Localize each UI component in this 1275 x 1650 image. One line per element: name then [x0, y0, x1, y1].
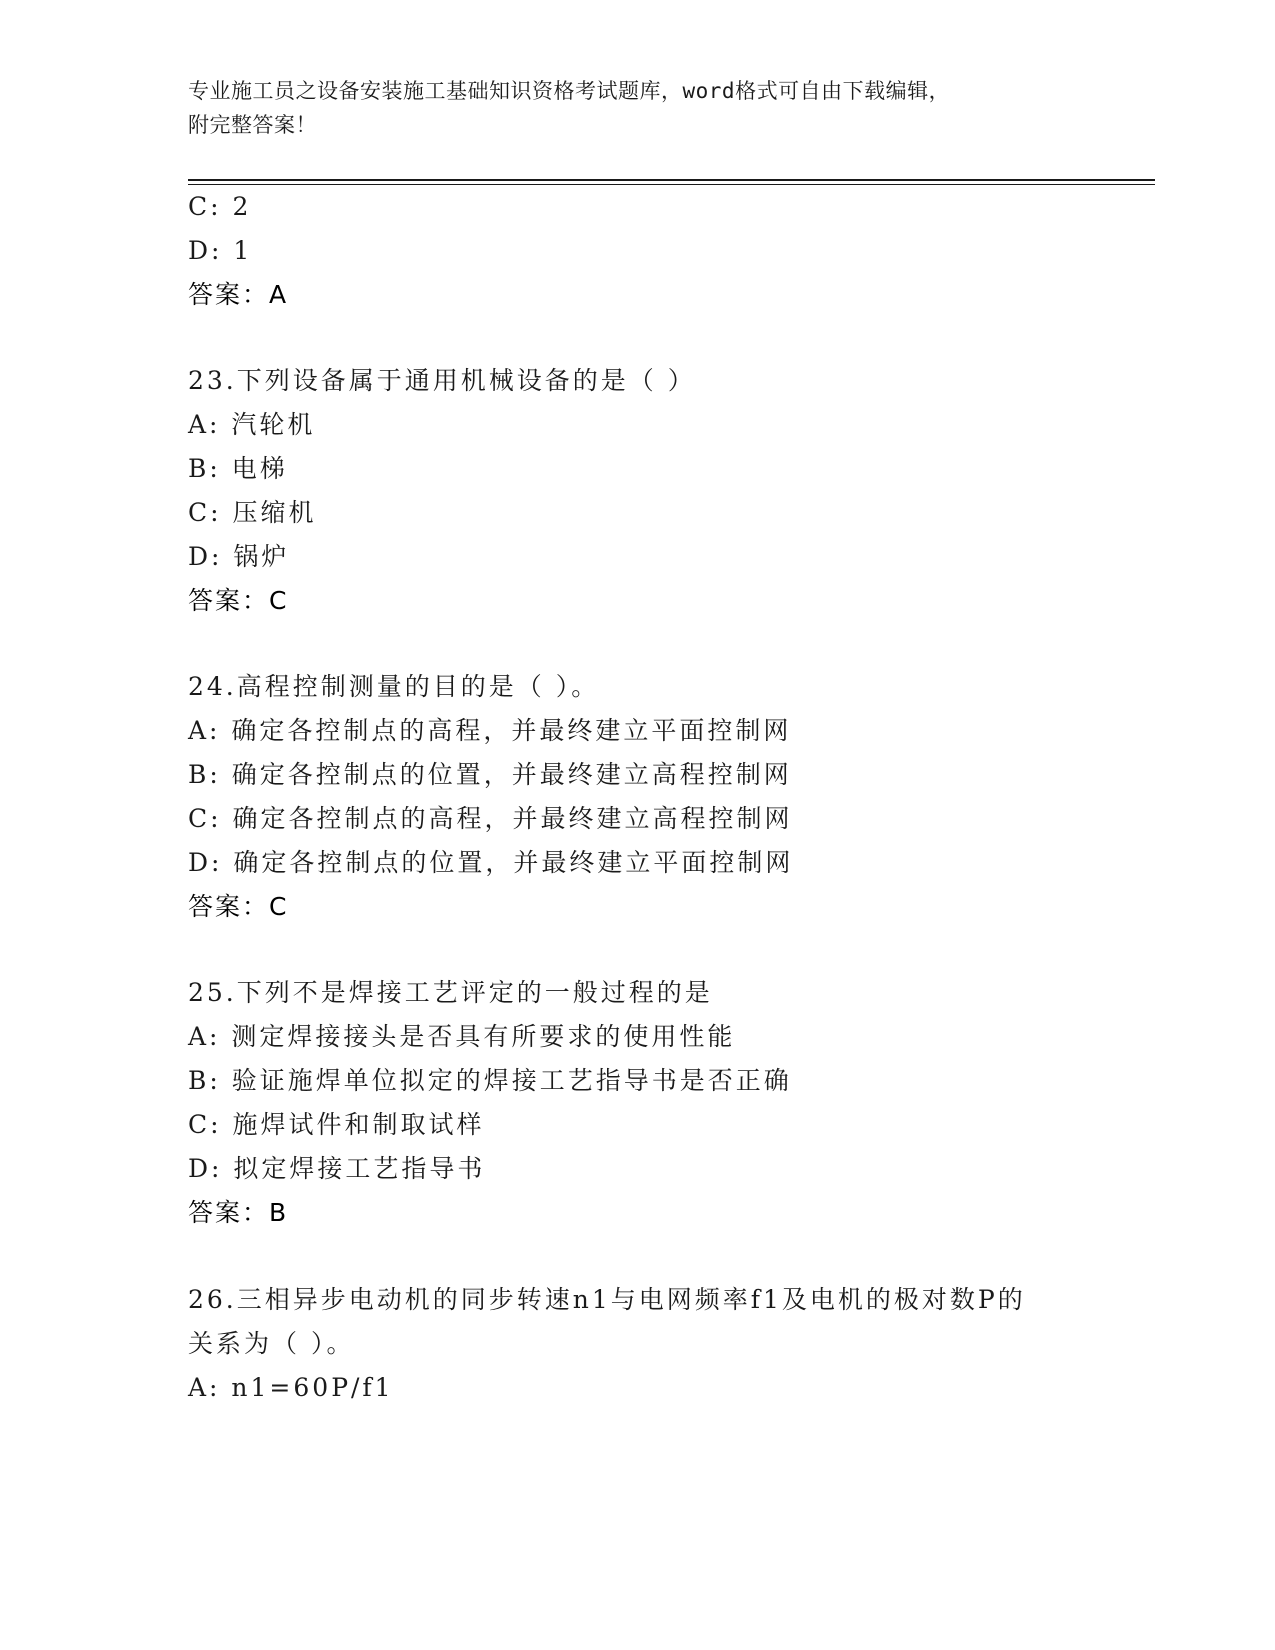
header-line-1: 专业施工员之设备安装施工基础知识资格考试题库，word格式可自由下载编辑，	[188, 79, 951, 103]
header-line-2: 附完整答案！	[188, 113, 317, 137]
q26-option-a: A: n1=60P/f1	[188, 1373, 394, 1402]
q25-option-d: D: 拟定焊接工艺指导书	[188, 1154, 486, 1183]
q24-answer: 答案：C	[188, 892, 289, 921]
q23-stem: 23.下列设备属于通用机械设备的是（ ）	[188, 366, 696, 395]
q25-option-c: C: 施焊试件和制取试样	[188, 1110, 485, 1139]
q22-answer: 答案：A	[188, 280, 289, 309]
q23-option-a: A: 汽轮机	[188, 410, 316, 439]
q25-answer: 答案：B	[188, 1198, 289, 1227]
header-divider	[188, 179, 1155, 181]
q24-option-c: C: 确定各控制点的高程，并最终建立高程控制网	[188, 804, 793, 833]
q26-stem-line-2: 关系为（ ）。	[188, 1329, 355, 1358]
q25-option-a: A: 测定焊接接头是否具有所要求的使用性能	[188, 1022, 736, 1051]
q24-stem: 24.高程控制测量的目的是（ ）。	[188, 672, 600, 701]
q22-option-c: C: 2	[188, 192, 252, 221]
q25-option-b: B: 验证施焊单位拟定的焊接工艺指导书是否正确	[188, 1066, 792, 1095]
q23-option-d: D: 锅炉	[188, 542, 290, 571]
q24-option-b: B: 确定各控制点的位置，并最终建立高程控制网	[188, 760, 792, 789]
header-divider-thin	[188, 184, 1155, 185]
q22-option-d: D: 1	[188, 236, 253, 265]
document-header	[188, 74, 1088, 142]
q23-option-b: B: 电梯	[188, 454, 288, 483]
q24-option-d: D: 确定各控制点的位置，并最终建立平面控制网	[188, 848, 794, 877]
q25-stem: 25.下列不是焊接工艺评定的一般过程的是	[188, 978, 713, 1007]
q24-option-a: A: 确定各控制点的高程，并最终建立平面控制网	[188, 716, 792, 745]
q23-option-c: C: 压缩机	[188, 498, 317, 527]
q23-answer: 答案：C	[188, 586, 289, 615]
q26-stem-line-1: 26.三相异步电动机的同步转速n1与电网频率f1及电机的极对数P的	[188, 1285, 1026, 1314]
